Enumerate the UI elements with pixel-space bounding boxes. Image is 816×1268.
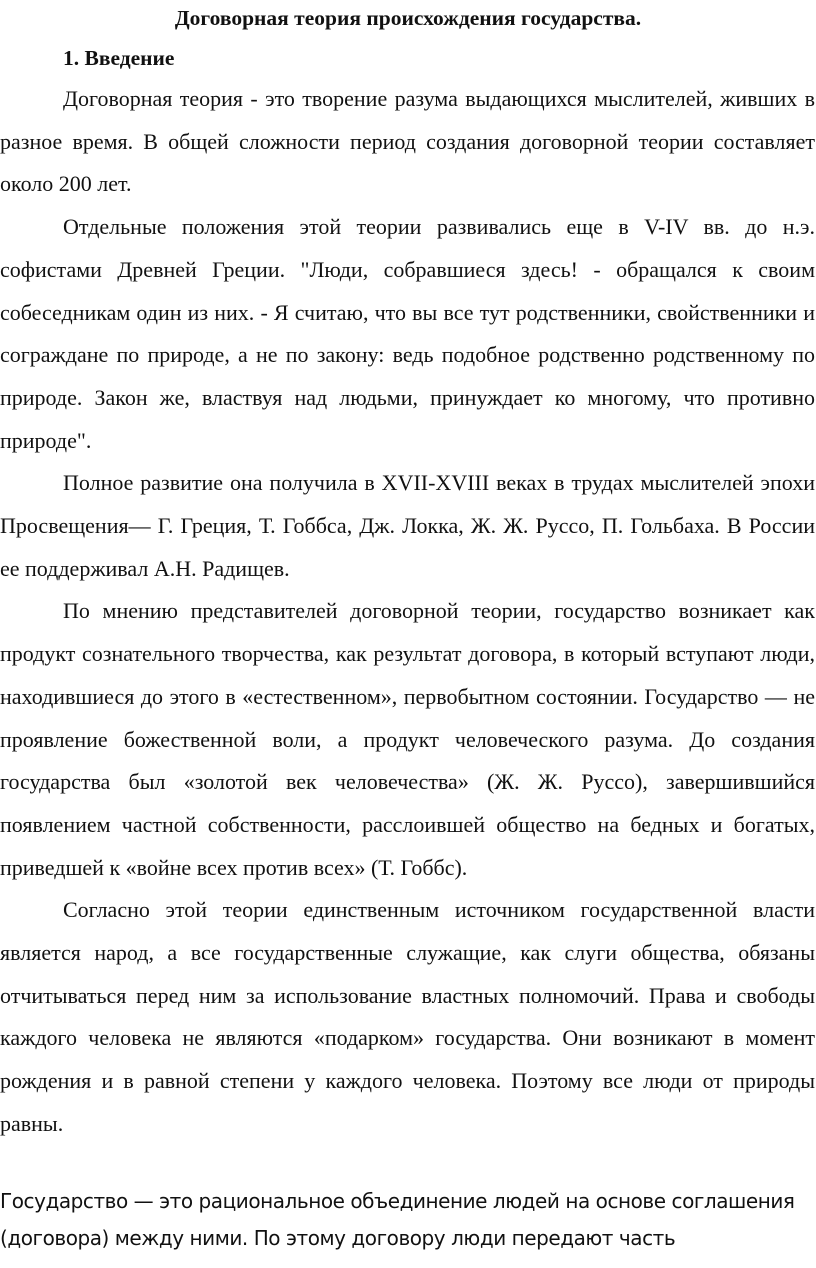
paragraph: Согласно этой теории единственным источником государственной власти является народ, а все государственные служащие, как слуги общества, обязаны отчитываться перед ним за использование властных полномочий. Права и свободы каждого человека не являются «подарком» государства. Они возникают в момент рождения и в равной степени у каждого человека. Поэтому все люди от природы равны. [0, 897, 815, 1136]
document-body [0, 78, 815, 1146]
section-heading: 1. Введение [63, 46, 175, 70]
closing-text-block [0, 1183, 815, 1257]
closing-line: Государство — это рациональное объединение людей на основе соглашения [0, 1189, 795, 1213]
paragraph: Договорная теория - это творение разума выдающихся мыслителей, живших в разное время. В общей сложности период создания договорной теории составляет около 200 лет. [0, 86, 815, 197]
closing-line: (договора) между ними. По этому договору люди передают часть [0, 1226, 676, 1250]
document-title: Договорная теория происхождения государства. [174, 6, 642, 30]
paragraph: По мнению представителей договорной теории, государство возникает как продукт сознательного творчества, как результат договора, в который вступают люди, находившиеся до этого в «естественном», первобытном состоянии. Государство — не проявление божественной воли, а продукт человеческого разума. До создания государства был «золотой век человечества» (Ж. Ж. Руссо), завершившийся появлением частной собственности, расслоившей общество на бедных и богатых, приведшей к «войне всех против всех» (Т. Гоббс). [0, 598, 815, 880]
paragraph: Полное развитие она получила в XVII-XVIII веках в трудах мыслителей эпохи Просвещения— Г. Греция, Т. Гоббса, Дж. Локка, Ж. Ж. Руссо, П. Гольбаха. В России ее поддерживал А.Н. Радищев. [0, 470, 815, 581]
paragraph: Отдельные положения этой теории развивались еще в V-IV вв. до н.э. софистами Древней Греции. "Люди, собравшиеся здесь! - обращался к своим собеседникам один из них. - Я считаю, что вы все тут родственники, свойственники и сограждане по природе, а не по закону: ведь подобное родственно родственному по природе. Закон же, властвуя над людьми, принуждает ко многому, что противно природе". [0, 214, 815, 453]
